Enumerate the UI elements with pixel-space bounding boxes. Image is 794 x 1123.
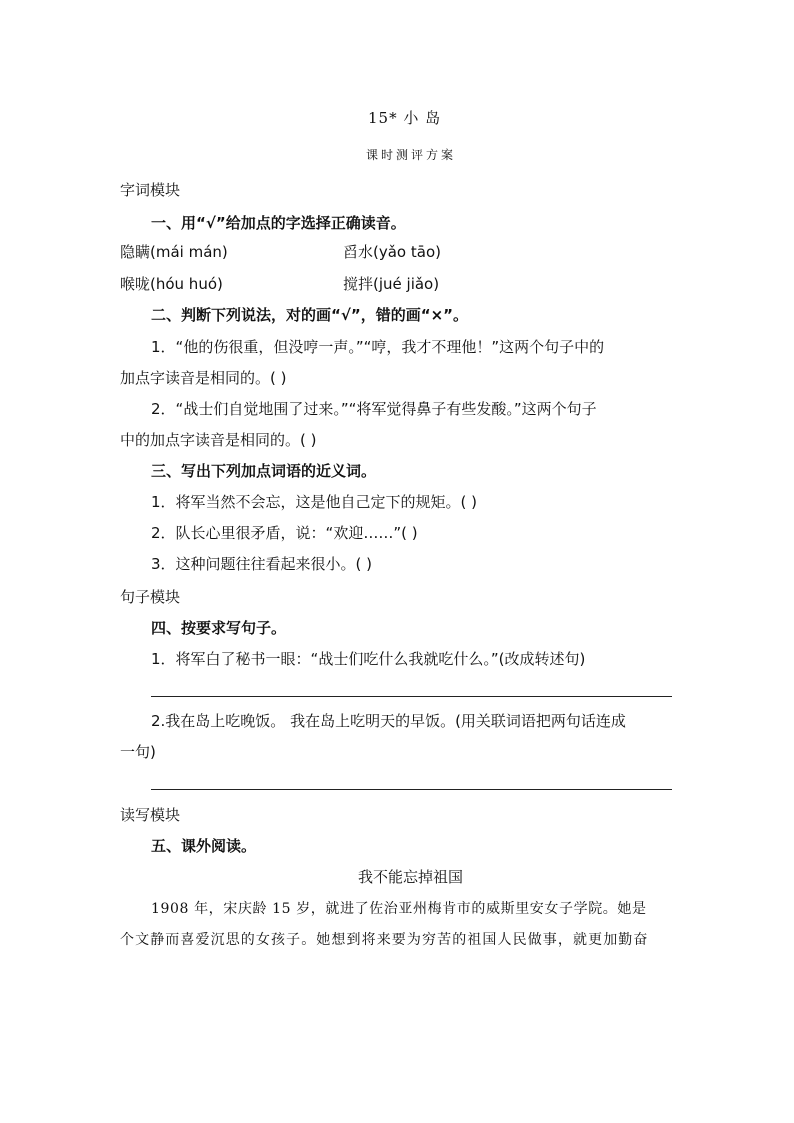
question-2-heading: 二、判断下列说法，对的画“√”，错的画“×”。 bbox=[151, 306, 469, 324]
q3-item-3: 3．这种问题往往看起来很小。( ) bbox=[151, 555, 373, 573]
q4-item-1: 1．将军白了秘书一眼：“战士们吃什么我就吃什么。”(改成转述句) bbox=[151, 650, 586, 668]
q2-item-1-line-2: 加点字读音是相同的。( ) bbox=[120, 369, 287, 387]
q2-item-2-line-2: 中的加点字读音是相同的。( ) bbox=[120, 431, 317, 449]
page-subtitle: 课时测评方案 bbox=[366, 148, 457, 162]
q3-item-1: 1．将军当然不会忘，这是他自己定下的规矩。( ) bbox=[151, 493, 478, 511]
question-4-heading: 四、按要求写句子。 bbox=[151, 619, 287, 637]
q1-option-3: 喉咙(hóu huó) bbox=[120, 275, 223, 293]
q2-item-1-line-1: 1．“他的伤很重，但没哼一声。”“哼，我才不理他！”这两个句子中的 bbox=[151, 338, 605, 356]
q1-option-1: 隐瞒(mái mán) bbox=[120, 243, 228, 261]
question-3-heading: 三、写出下列加点词语的近义词。 bbox=[151, 462, 377, 480]
q1-option-4: 搅拌(jué jiǎo) bbox=[343, 275, 440, 293]
section-heading-sentences: 句子模块 bbox=[120, 588, 181, 606]
passage-line-1: 1908 年，宋庆龄 15 岁，就进了佐治亚州梅肯市的威斯里安女子学院。她是 bbox=[151, 901, 647, 917]
q3-item-2: 2．队长心里很矛盾，说：“欢迎……”( ) bbox=[151, 524, 418, 542]
section-heading-reading: 读写模块 bbox=[120, 806, 181, 824]
q1-option-2: 舀水(yǎo tāo) bbox=[343, 243, 441, 261]
section-heading-words: 字词模块 bbox=[120, 181, 181, 199]
passage-line-2: 个文静而喜爱沉思的女孩子。她想到将来要为穷苦的祖国人民做事，就更加勤奋 bbox=[120, 932, 649, 948]
question-1-heading: 一、用“√”给加点的字选择正确读音。 bbox=[151, 214, 406, 232]
page-title: 15* 小 岛 bbox=[368, 109, 442, 127]
q2-item-2-line-1: 2．“战士们自觉地围了过来。”“将军觉得鼻子有些发酸。”这两个句子 bbox=[151, 400, 597, 418]
passage-title: 我不能忘掉祖国 bbox=[358, 868, 464, 886]
q4-item-2-line-2: 一句) bbox=[120, 743, 156, 761]
answer-line-1[interactable] bbox=[151, 696, 672, 697]
question-5-heading: 五、课外阅读。 bbox=[151, 837, 257, 855]
answer-line-2[interactable] bbox=[151, 789, 672, 790]
q4-item-2-line-1: 2.我在岛上吃晚饭。 我在岛上吃明天的早饭。(用关联词语把两句话连成 bbox=[151, 712, 626, 730]
